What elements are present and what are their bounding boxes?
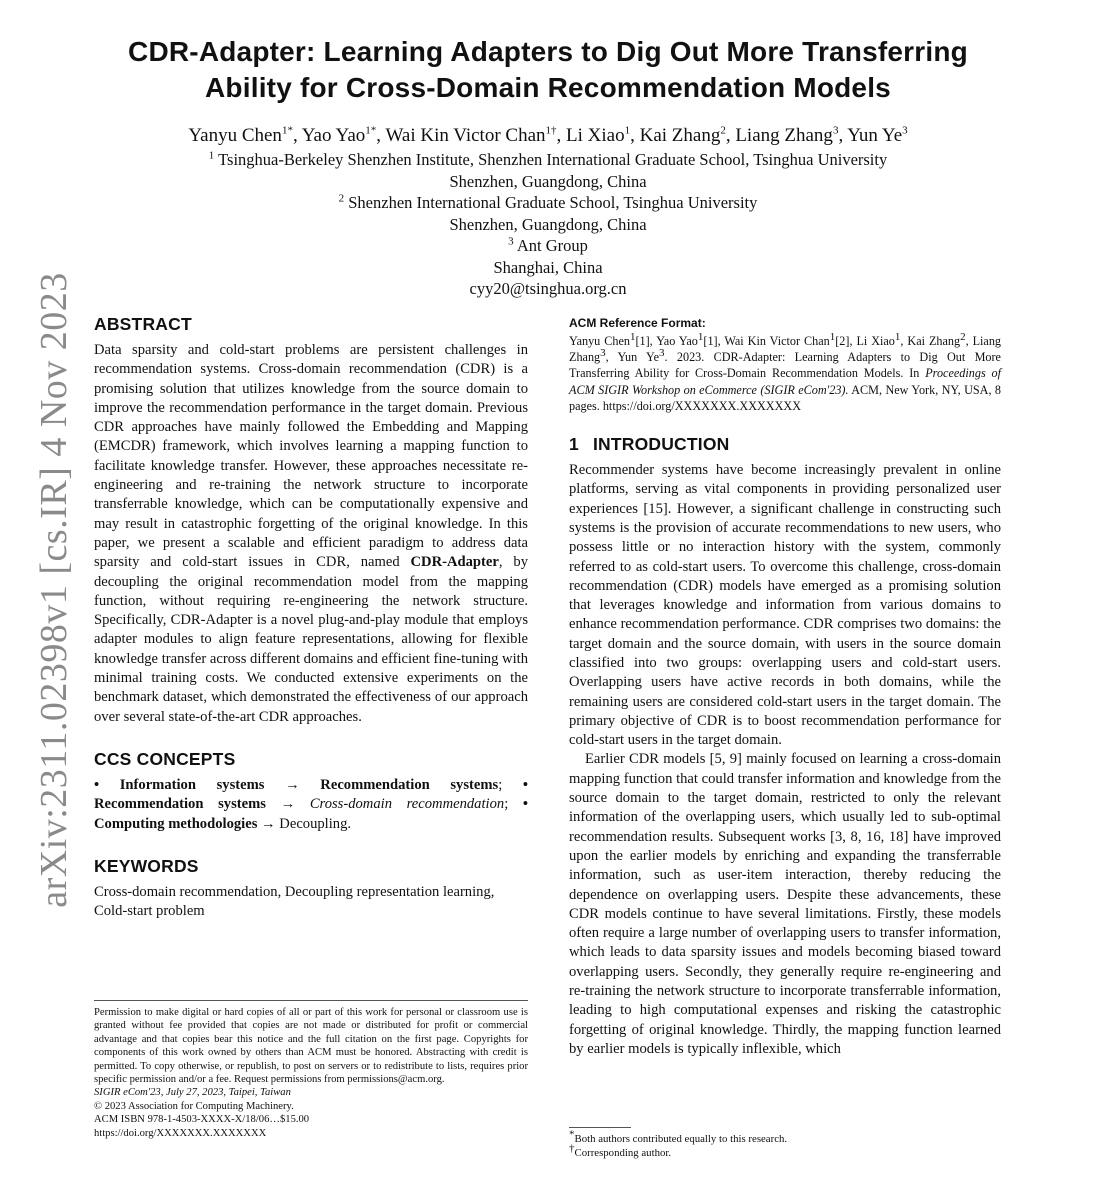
- ref-author: Li Xiao: [856, 334, 895, 348]
- affiliation-sup: 2: [338, 192, 345, 205]
- ref-text: . 2023. CDR-Adapter: Learning Adapters to Dig Out More Transferring Ability for Cross-Domain Recommendation Models. In: [569, 350, 1001, 381]
- author-sup: 1†: [545, 124, 557, 137]
- ref-author: Wai Kin Victor Chan: [724, 334, 830, 348]
- ccs-concepts: [94, 749, 528, 834]
- abstract-text-part: , by decoupling the original recommendation model from the mapping function, without requiring re-engineering the network structure. Specifically, CDR-Adapter is a novel plug-and-play module that employs adapter modules to align feature representations, allowing for flexible knowledge transfer across different domains and efficient fine-tuning with minimal training costs. We conducted extensive experiments on the benchmark dataset, which demonstrated the effectiveness of our approach over several state-of-the-art CDR approaches.: [94, 554, 528, 725]
- arxiv-stamp-text: arXiv:2311.02398v1 [cs.IR] 4 Nov 2023: [33, 272, 75, 908]
- venue-line: SIGIR eCom'23, July 27, 2023, Taipei, Taiwan: [94, 1087, 291, 1099]
- isbn-line: ACM ISBN 978-1-4503-XXXX-X/18/06…$15.00: [94, 1114, 310, 1126]
- ccs-term: Decoupling: [279, 815, 348, 832]
- author: Kai Zhang: [639, 125, 721, 146]
- bullet: •: [522, 796, 528, 813]
- intro-paragraph-2: Earlier CDR models [5, 9] mainly focused on learning a cross-domain mapping function that could transfer information and knowledge from the source domain to the target domain, restricted to only the relevant information of the overlapping users, which usually led to sub-optimal recommendation results. Subsequent works [3, 8, 16, 18] have improved upon the earlier models by enriching and expanding the transferrable information, such as user-item interaction, thereby reducing the dependence on overlapping users. Despite these advancements, these CDR models continue to have several limitations. Firstly, these models often require a large number of overlapping users to transfer information, which leads to data sparsity issues and models becoming biased toward overlapping users. Secondly, they generally require re-engineering and re-training the network structure to incorporate transferrable information, leading to high computational expenses and risking the catastrophic forgetting of original knowledge. Thirdly, the mapping function learned by earlier models is typically inflexible, which: [569, 751, 1001, 1057]
- keywords-text: Cross-domain recommendation, Decoupling representation learning, Cold-start problem: [94, 883, 495, 920]
- ccs-term: Recommendation systems: [320, 776, 499, 793]
- affiliation-line: Tsinghua-Berkeley Shenzhen Institute, Shenzhen International Graduate School, Tsinghua University: [218, 150, 888, 169]
- paper-title: [60, 34, 1036, 106]
- method-name: CDR-Adapter: [410, 554, 499, 571]
- permission-text: Permission to make digital or hard copies of all or part of this work for personal or classroom use is granted without fee provided that copies are not made or distributed for profit or commercial advantage and that copies bear this notice and the full citation on the first page. Copyrights for components of this work owned by others than ACM must be honored. Abstracting with credit is permitted. To copy otherwise, or republish, to post on servers or to redistribute to lists, requires prior specific permission and/or a fee. Request permissions from permissions@acm.org.: [94, 1007, 528, 1086]
- author: Yanyu Chen: [188, 125, 282, 146]
- ccs-term: Cross-domain recommendation: [309, 796, 505, 813]
- author-sup: 1*: [281, 124, 293, 137]
- ccs-heading: CCS CONCEPTS: [94, 748, 236, 769]
- ref-author: Yun Ye: [617, 350, 660, 365]
- author: Yun Ye: [847, 125, 903, 146]
- affiliation-location: Shanghai, China: [493, 257, 603, 277]
- footnote-equal: [569, 1128, 1001, 1146]
- acm-reference-text: Yanyu Chen$^1$[1], Yao Yao$^1$[1], Wai Kin Victor Chan$^1$[2], Li Xiao$^1$, Kai Zhang$^2$, Liang Zhang$^3$, Yun Ye$^3$. 2023. CDR-Adapter: Learning Adapters to Dig Out More Transferring Ability for Cross-Domain Recommendation Models. In Proceedings of ACM SIGIR Workshop on eCommerce (SIGIR eCom'23). ACM, New York, NY, USA, 8 pages. https://doi.org/XXXXXXX.XXXXXXX: [569, 330, 1002, 413]
- affiliation-line: Ant Group: [516, 236, 588, 255]
- ccs-term: Computing methodologies: [94, 815, 258, 832]
- bullet: •: [94, 776, 100, 793]
- bullet: •: [522, 776, 528, 793]
- abstract-heading: ABSTRACT: [94, 314, 192, 334]
- abstract-text-part: Data sparsity and cold-start problems are persistent challenges in recommendation systems. Cross-domain recommendation (CDR) is a promising solution that utilizes knowledge from the source domain to improve the recommendation performance in the target domain. Previous CDR approaches have mainly followed the Embedding and Mapping (EMCDR) framework, which involves learning a mapping function to facilitate knowledge transfer. However, these approaches necessitate re-engineering and re-training the network structure to incorporate transferrable knowledge, which can be computationally expensive and may result in catastrophic forgetting of the original knowledge. In this paper, we present a scalable and efficient paradigm to address data sparsity and cold-start issues in CDR, named: [94, 342, 528, 571]
- affiliation-location: Shenzhen, Guangdong, China: [449, 171, 647, 191]
- acm-reference-heading: ACM Reference Format:: [569, 316, 706, 330]
- section-title: INTRODUCTION: [592, 434, 730, 455]
- keywords-heading: KEYWORDS: [94, 855, 199, 876]
- affiliation-sup: 3: [508, 235, 514, 248]
- affiliation-3: [60, 235, 1036, 257]
- right-column: [569, 316, 1001, 1059]
- author: Liang Zhang: [735, 125, 833, 146]
- footnote-corresponding: [569, 1142, 1001, 1160]
- footnote-mark: †: [569, 1142, 575, 1155]
- affiliation-location: Shenzhen, Guangdong, China: [449, 214, 647, 234]
- keywords: [94, 856, 528, 922]
- ref-author: Yanyu Chen: [569, 334, 630, 348]
- affiliation-1: [60, 149, 1036, 171]
- ref-text-end: ACM, New York, NY, USA, 8 pages. https://doi.org/XXXXXXX.XXXXXXX: [569, 382, 1001, 413]
- author-list: Yanyu Chen$^{1*}$, Yao Yao$^{1*}$, Wai Kin Victor Chan$^{1\dagger}$, Li Xiao$^1$, Kai Zhang$^2$, Liang Zhang$^3$, Yun Ye$^3$: [188, 124, 908, 146]
- author-sup: 3: [902, 124, 908, 137]
- title-line-1: CDR-Adapter: Learning Adapters to Dig Out More Transferring: [128, 36, 968, 67]
- affiliations: [60, 149, 1036, 300]
- copyright-line: © 2023 Association for Computing Machinery.: [94, 1100, 294, 1112]
- ref-author: Kai Zhang: [907, 334, 961, 348]
- author: Li Xiao: [566, 125, 625, 146]
- introduction-heading: [569, 434, 1001, 455]
- affiliation-sup: 1: [208, 149, 215, 162]
- author-sup: 1*: [365, 124, 377, 137]
- ref-proceedings: Proceedings of ACM SIGIR Workshop on eCommerce (SIGIR eCom'23).: [569, 366, 1001, 397]
- arrow: →: [261, 815, 276, 832]
- ref-author: Liang Zhang: [569, 334, 1002, 365]
- section-number: 1: [569, 434, 579, 455]
- footnotes: [569, 1127, 1001, 1160]
- ccs-term: Recommendation systems: [94, 796, 266, 813]
- ccs-text: • Information systems → Recommendation systems; • Recommendation systems → Cross-domain recommendation; • Computing methodologies → Decoupling.: [94, 776, 528, 832]
- title-line-2: Ability for Cross-Domain Recommendation Models: [205, 72, 891, 103]
- affiliation-2: [60, 192, 1036, 214]
- author-sup: 1: [624, 124, 631, 137]
- footnote-mark: *: [569, 1128, 575, 1141]
- footnote-text: Both authors contributed equally to this research.: [574, 1133, 788, 1145]
- affiliation-line: Shenzhen International Graduate School, Tsinghua University: [348, 193, 758, 212]
- abstract-text: [94, 341, 528, 727]
- author: Yao Yao: [301, 125, 366, 146]
- footnote-rule: [569, 1127, 631, 1128]
- arrow: →: [285, 776, 300, 793]
- contact-email: cyy20@tsinghua.org.cn: [469, 279, 627, 298]
- arrow: →: [280, 796, 296, 813]
- intro-paragraph-1: Recommender systems have become increasingly prevalent in online platforms, serving as vital components in providing personalized user experiences [15]. However, a significant challenge in constructing such systems is the provision of accurate recommendations to new users, who possess little or no interaction history with the system, commonly referred to as cold-start users. To overcome this challenge, cross-domain recommendation (CDR) models have emerged as a promising solution that leverages knowledge and information from various domains to enhance recommendation performance. CDR comprises two domains: the target domain and the source domain, with users in the source domain classified into two groups: overlapping users and cold-start users. Overlapping users have active records in both domains, while the remaining users are considered cold-start users in the target domain. The primary objective of CDR is to boost recommendation performance for cold-start users in the target domain.: [569, 462, 1001, 749]
- author-sup: 2: [720, 124, 726, 137]
- arxiv-stamp: [24, 272, 84, 908]
- left-column: [94, 310, 528, 921]
- doi-line: https://doi.org/XXXXXXX.XXXXXXX: [94, 1127, 267, 1139]
- author-sup: 3: [832, 124, 839, 137]
- footnote-text: Corresponding author.: [574, 1147, 672, 1159]
- ref-author: Yao Yao: [656, 334, 698, 348]
- ccs-term: Information systems: [119, 776, 265, 793]
- author: Wai Kin Victor Chan: [385, 125, 546, 146]
- permission-notice: [94, 1000, 528, 1140]
